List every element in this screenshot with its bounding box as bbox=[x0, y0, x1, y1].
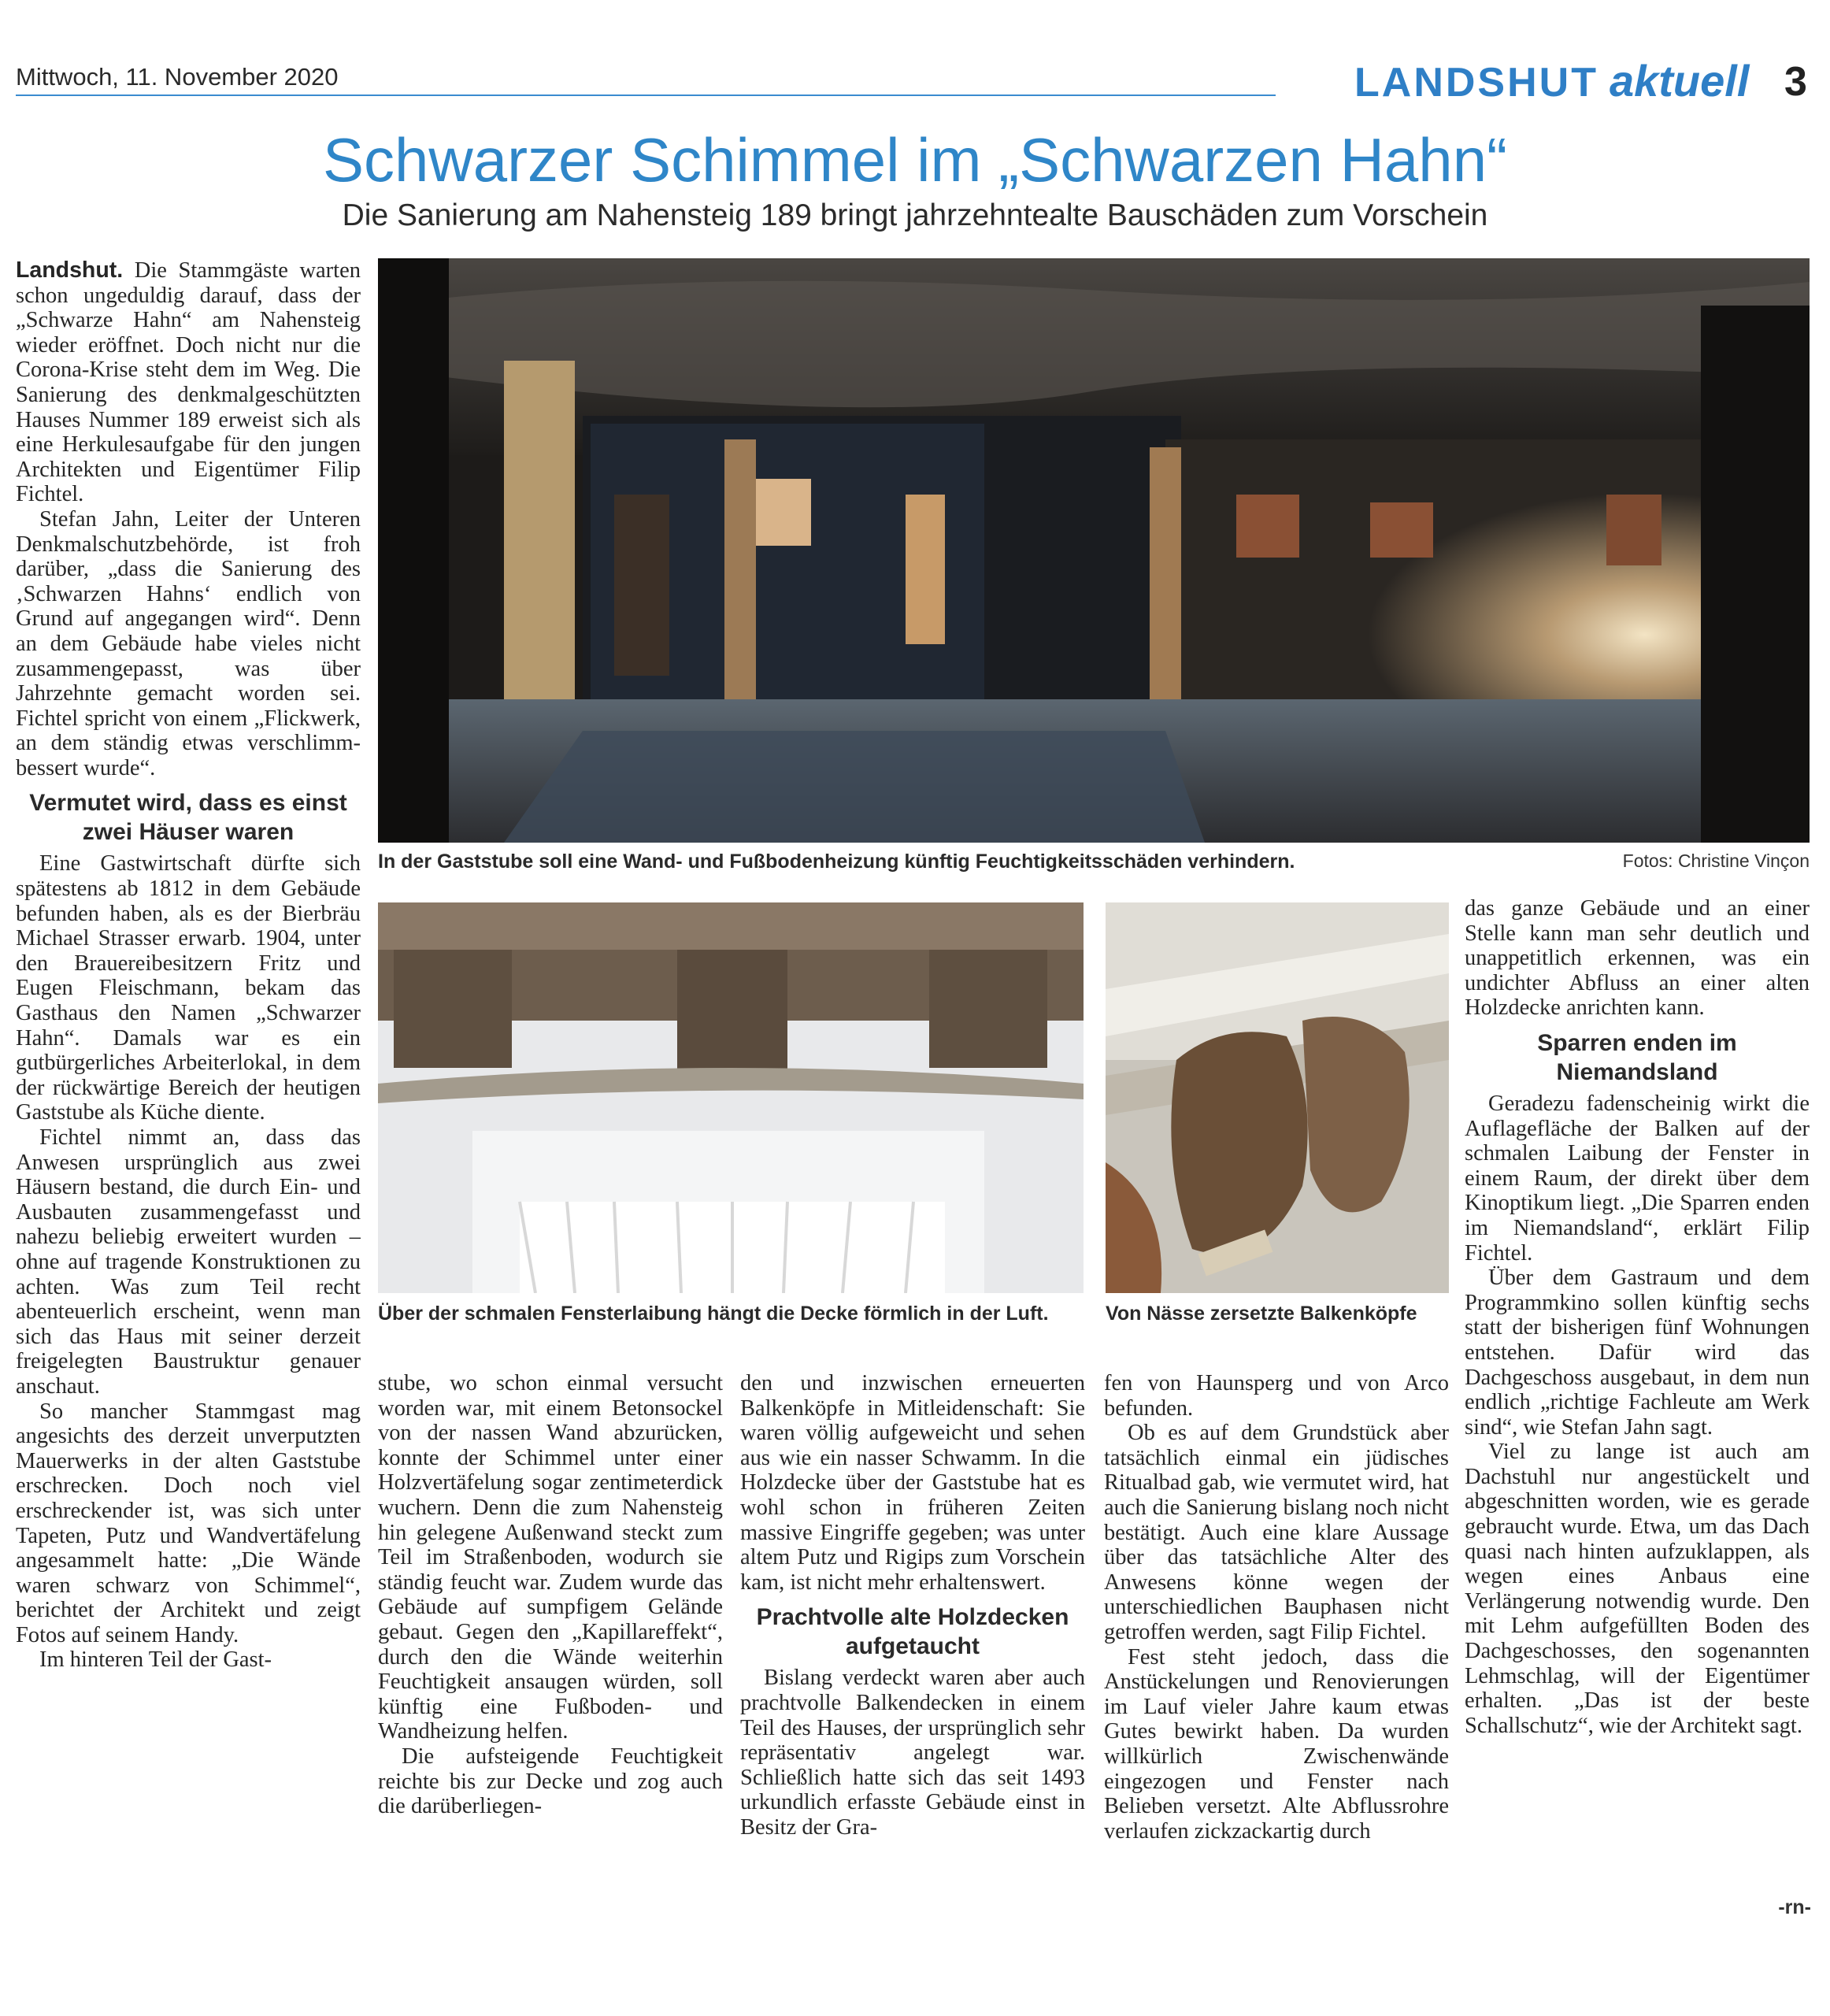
paragraph: Fichtel nimmt an, dass das Anwesen ursprünglich aus zwei Häusern bestand, die durch Ein- und Ausbauten zusammengefasst und nahezu beliebig erweitert wurden – ohne auf tragende Konstruktionen zu achten. Was zum Teil recht abenteuerlich erscheint, wenn man sich das Haus mit seiner derzeit freigelegten Baustruktur genauer anschaut. bbox=[16, 1125, 361, 1399]
text-column-4 bbox=[1104, 1371, 1449, 1922]
author-signature: -rn- bbox=[1778, 1896, 1811, 1918]
paragraph: Im hinteren Teil der Gast- bbox=[39, 1647, 272, 1673]
header-rule bbox=[16, 94, 1276, 96]
text-column-2 bbox=[378, 1371, 723, 1922]
paragraph: Fest steht jedoch, dass die Anstückelungen und Renovierungen im Lauf vieler Jahre kaum etwas Gutes bewirkt haben. Da wurden willkürlich Zwischenwände eingezogen und Fenster nach Belieben versetzt. Alte Abflussrohre verlaufen zickzackartig durch bbox=[1104, 1644, 1449, 1844]
photo-ceiling-beams bbox=[378, 902, 1084, 1293]
rotten-beams-image bbox=[1106, 902, 1449, 1293]
text-column-3 bbox=[740, 1371, 1085, 1922]
subheading-two-houses: Vermutet wird, dass es einst zwei Häuser waren bbox=[29, 790, 347, 846]
paragraph: Über dem Gastraum und dem Programmkino sollen künftig sechs statt der bisherigen fünf Wohnungen entstehen. Dafür wird das Dachgeschoss ausgebaut, in dem nun endlich „richtige Fachleute am Werk sind“, wie Stefan Jahn sagt. bbox=[1465, 1266, 1810, 1440]
subheading-ceilings: Prachtvolle alte Holzdecken aufgetaucht bbox=[756, 1604, 1069, 1660]
paragraph: den und inzwischen erneuerten Balkenköpfe in Mitleidenschaft: Sie waren völlig aufgeweicht und sehen aus wie ein nasser Schwamm. In die Holzdecke über der Gaststube hat es wohl schon in früheren Zeiten massive Eingriffe gegeben; was unter altem Putz und Rigips zum Vorschein kam, ist nicht mehr erhaltenswert. bbox=[740, 1371, 1085, 1595]
beam-photo-caption: Über der schmalen Fensterlaibung hängt die Decke förmlich in der Luft. bbox=[378, 1303, 1049, 1325]
paragraph: Die aufsteigende Feuchtigkeit reichte bis zur Decke und zog auch die darüberliegen- bbox=[378, 1744, 723, 1819]
subheading-rafters: Sparren enden im Niemandsland bbox=[1537, 1029, 1737, 1085]
paragraph bbox=[16, 258, 361, 507]
photo-rotten-beams bbox=[1106, 902, 1449, 1293]
paragraph: Stefan Jahn, Leiter der Unteren Denkmalschutzbehörde, ist froh darüber, „dass die Sanierung des ‚Schwarzen Hahns‘ endlich von Grund auf angegangen wird“. Denn an dem Gebäude habe vieles nicht zusammengepasst, was über Jahrzehnte gemacht worden sei. Fichtel spricht von einem „Flickwerk, an dem ständig etwas verschlimm-bessert wurde“. bbox=[16, 506, 361, 780]
paragraph: Viel zu lange ist auch am Dachstuhl nur angestückelt und abgeschnitten worden, wie es gerade gebraucht wurde. Etwa, um das Dach quasi nach hinten aufzuklappen, als wegen eines Anbaus eine Verlängerung notwendig wurde. Den mit Lehm aufgefüllten Boden des Dachgeschosses, den sogenannten Lehmschlag, will der Eigentümer erhalten. „Das ist der beste Schallschutz“, wie der Architekt sagt. bbox=[1465, 1440, 1810, 1738]
text-column-5 bbox=[1465, 896, 1810, 1920]
paragraph: Geradezu fadenscheinig wirkt die Auflagefläche der Balken auf der schmalen Laibung der Fenster in einem Raum, der direkt über dem Kinoptikum liegt. „Die Sparren enden im Niemandsland“, erklärt Filip Fichtel. bbox=[1465, 1091, 1810, 1266]
article-subheadline: Die Sanierung am Nahensteig 189 bringt jahrzehntealte Bauschäden zum Vorschein bbox=[342, 198, 1488, 232]
photo-credit: Fotos: Christine Vinçon bbox=[1622, 850, 1810, 871]
paragraph-text: Die Stammgäste warten schon ungeduldig darauf, dass der „Schwarze Hahn“ am Nahensteig wieder eröffnet. Doch nicht nur die Corona-Krise steht dem im Weg. Die Sanierung des denkmalgeschützten Hauses Nummer 189 erweist sich als eine Herkulesaufgabe für den jungen Architekten und Eigentümer Filip Fichtel. bbox=[16, 258, 361, 507]
gaststube-image bbox=[378, 258, 1810, 843]
dateline: Landshut. bbox=[16, 258, 124, 283]
paragraph: Eine Gastwirtschaft dürfte sich spätestens ab 1812 in dem Gebäude befunden haben, als es der Bierbräu Michael Strasser erwarb. 1904, unter den Brauereibesitzern Fritz und Eugen Fleischmann, bekam das Gasthaus den Namen „Schwarzer Hahn“. Damals war es ein gutbürgerliches Arbeiterlokal, in dem der rückwärtige Bereich der heutigen Gaststube als Küche diente. bbox=[16, 851, 361, 1125]
paragraph: Bislang verdeckt waren aber auch prachtvolle Balkendecken in einem Teil des Hauses, der ursprünglich sehr repräsentativ angelegt war. Schließlich hatte sich das seit 1493 urkundlich erfasste Gebäude einst in Besitz der Gra- bbox=[740, 1666, 1085, 1840]
paragraph: das ganze Gebäude und an einer Stelle kann man sehr deutlich und unappetitlich erkennen, was ein undichter Abfluss an einer alten Holzdecke anrichten kann. bbox=[1465, 896, 1810, 1021]
text-column-1 bbox=[16, 258, 361, 1920]
page-date: Mittwoch, 11. November 2020 bbox=[16, 63, 339, 91]
paragraph: Ob es auf dem Grundstück aber tatsächlich einmal ein jüdisches Ritualbad gab, wie vermutet wird, hat auch die Sanierung bislang noch nicht bestätigt. Auch eine klare Aussage über das tatsächliche Alter des Anwesens könne wegen der unterschiedlichen Bauphasen nicht getroffen werden, sagt Filip Fichtel. bbox=[1104, 1421, 1449, 1644]
brand-suffix: aktuell bbox=[1609, 56, 1750, 106]
main-photo-caption: In der Gaststube soll eine Wand- und Fußbodenheizung künftig Feuchtigkeitsschäden verhindern. bbox=[378, 850, 1295, 873]
photo-gaststube bbox=[378, 258, 1810, 843]
page-number: 3 bbox=[1784, 59, 1807, 105]
paragraph: stube, wo schon einmal versucht worden war, mit einem Betonsockel von der nassen Wand abzurücken, konnte der Schimmel unter einer Holzvertäfelung sogar zentimeterdick wuchern. Denn die zum Nahensteig hin gelegene Außenwand steckt zum Teil im Straßenboden, wodurch sie ständig feucht war. Zudem wurde das Gebäude auf sumpfigem Gelände gebaut. Gegen den „Kapillareffekt“, durch den die Wände weiterhin Feuchtigkeit ansaugen würden, soll künftig eine Fußboden- und Wandheizung helfen. bbox=[378, 1371, 723, 1744]
article-headline: Schwarzer Schimmel im „Schwarzen Hahn“ bbox=[322, 125, 1508, 195]
rot-photo-caption: Von Nässe zersetzte Balkenköpfe bbox=[1106, 1303, 1417, 1325]
section-brand bbox=[1354, 55, 1749, 106]
paragraph: fen von Haunsperg und von Arco befunden. bbox=[1104, 1371, 1449, 1421]
ceiling-beams-image bbox=[378, 902, 1084, 1293]
paragraph: So mancher Stammgast mag angesichts des derzeit unverputzten Mauerwerks in der alten Gaststube erschrecken. Doch noch viel erschreckender ist, was sich unter Tapeten, Putz und Wandvertäfelung angesammelt hatte: „Die Wände waren schwarz von Schimmel“, berichtet der Architekt und zeigt Fotos auf seinem Handy. bbox=[16, 1399, 361, 1647]
brand-name: LANDSHUT bbox=[1354, 60, 1598, 106]
